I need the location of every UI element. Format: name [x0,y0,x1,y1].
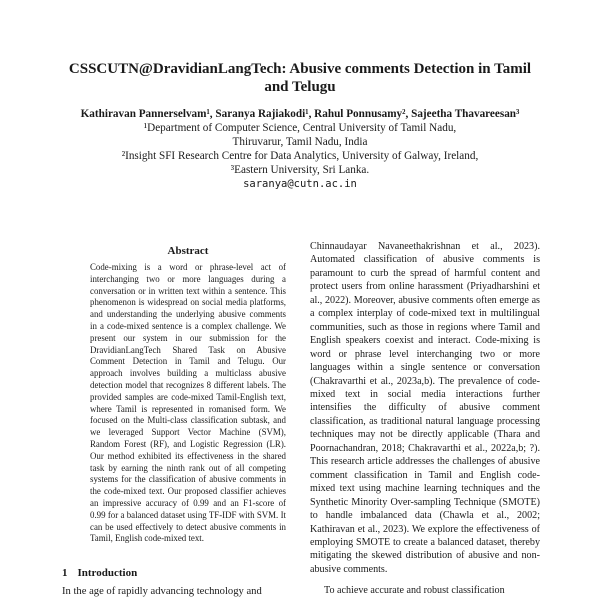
introduction-heading [62,566,137,580]
section-number: 1 [62,567,68,579]
affiliation-line-2: Thiruvarur, Tamil Nadu, India [232,136,368,148]
affiliation-line-4: ³Eastern University, Sri Lanka. [230,164,370,176]
paper-title: CSSCUTN@DravidianLangTech: Abusive comments Detection in Tamil and Telugu [68,61,532,95]
right-column-next-paragraph: To achieve accurate and robust classification [324,585,505,596]
affiliation-line-3: ²Insight SFI Research Centre for Data Analytics, University of Galway, Ireland, [121,150,479,162]
abstract-heading: Abstract [167,245,209,257]
author-list: Kathiravan Pannerselvam¹, Saranya Rajiakodi¹, Rahul Ponnusamy², Sajeetha Thavareesan³ [80,108,520,120]
introduction-first-line: In the age of rapidly advancing technology and [62,586,262,597]
section-title: Introduction [77,567,138,579]
right-column-paragraph: Chinnaudayar Navaneethakrishnan et al., 2023). Automated classification of abusive comments is paramount to curb the spread of harmful content and protect users from online harassment (Priyadharshini et al., 2022). Moreover, abusive comments often emerge as a complex interplay of code-mixed text in multilingual communities, such as those in regions where Tamil and English speakers coexist and interact. Code-mixing is word or phrase level interchanging two or more languages within a single sentence or conversation (Chakravarthi et al., 2023a,b). The prevalence of code-mixed text in social media interactions further intensifies the difficulty of abusive comment classification, as traditional natural language processing techniques may not be directly applicable (Thara and Poornachandran, 2018; Chakravarthi et al., 2022a,b; ?). This research article addresses the challenges of abusive comment classification in Tamil and English code-mixed text using machine learning techniques and the Synthetic Minority Over-sampling Technique (SMOTE) to handle imbalanced data (Chawla et al., 2002; Kathiravan et al., 2023). We explore the effectiveness of employing SMOTE to create a balanced dataset, thereby mitigating the skewed distribution of abusive and non-abusive comments. [310,241,540,575]
contact-email: saranya@cutn.ac.in [243,178,357,190]
abstract-text: Code-mixing is a word or phrase-level act of interchanging two or more languages during a conversation or in written text within a sentence. This phenomenon is widespread on social media platforms, and understanding the underlying abusive comments in a code-mixed sentence is a complex challenge. We present our system in our submission for the DravidianLangTech Shared Task on Abusive Comment Detection in Tamil and Telugu. Our approach involves building a multiclass abusive detection model that recognizes 8 different labels. The provided samples are code-mixed Tamil-English text, where Tamil is represented in romanised form. We focused on the Multi-class classification subtask, and we leveraged Support Vector Machine (SVM), Random Forest (RF), and Logistic Regression (LR). Our method exhibited its effectiveness in the shared task by earning the ninth rank out of all competing systems for the classification of abusive comments in the code-mixed text. Our proposed classifier achieves an impressive accuracy of 0.99 and an F1-score of 0.99 for a balanced dataset using TF-IDF with SVM. It can be used effectively to detect abusive comments in Tamil, English code-mixed text. [90,262,286,544]
affiliation-line-1: ¹Department of Computer Science, Central University of Tamil Nadu, [143,122,457,134]
